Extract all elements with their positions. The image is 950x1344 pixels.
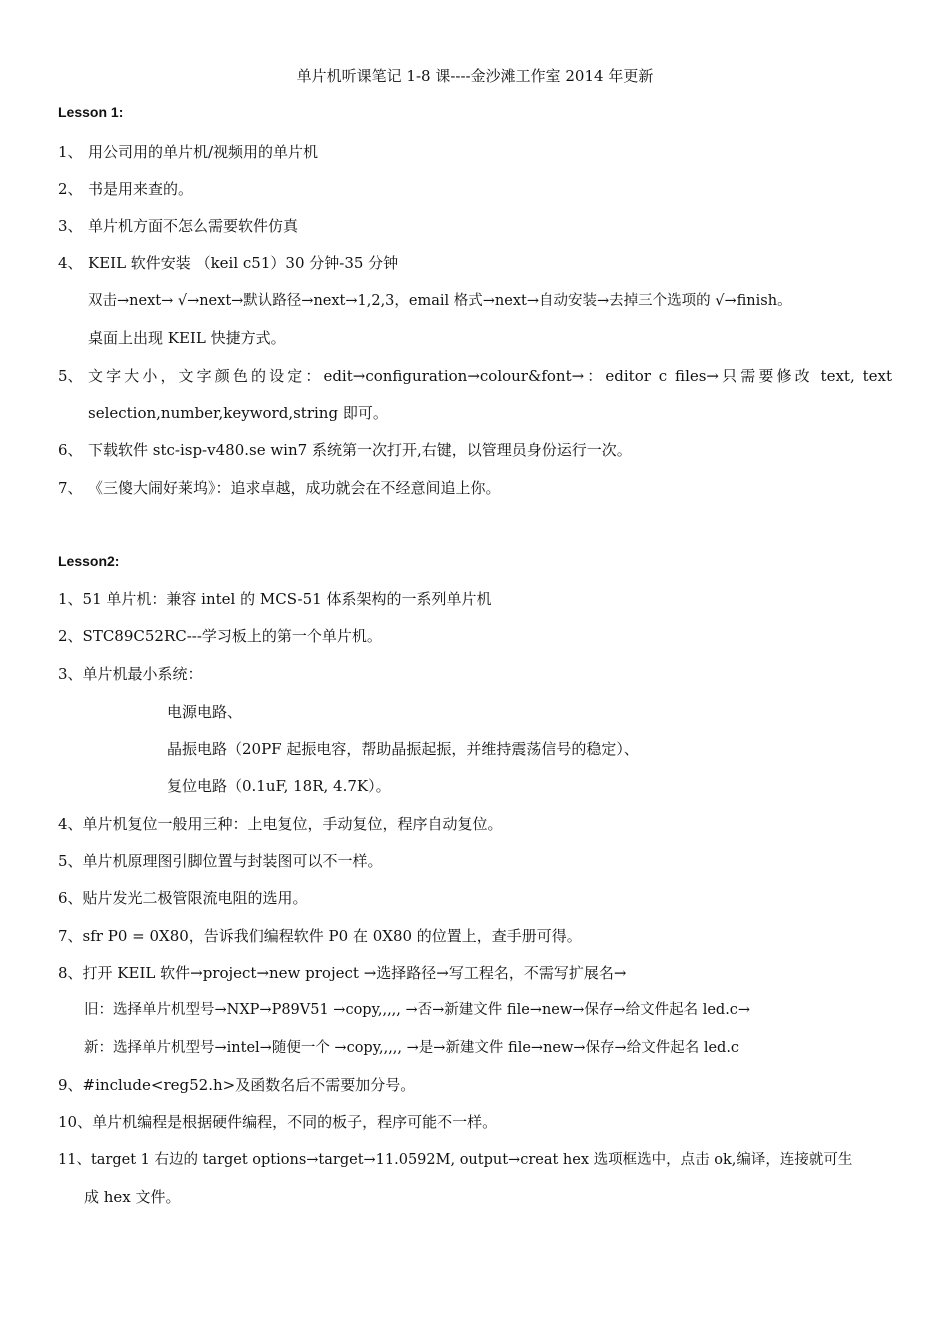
lesson2-item-3-crystal: 晶振电路（20PF 起振电容，帮助晶振起振，并维持震荡信号的稳定）、 (167, 740, 639, 758)
lesson2-item-8: 8、打开 KEIL 软件→project→new project →选择路径→写工程名，不需写扩展名→ (58, 964, 627, 982)
lesson1-heading: Lesson 1: (58, 104, 124, 120)
lesson1-item-6 (58, 438, 632, 462)
item-text: KEIL 软件安装 （keil c51）30 分钟-35 分钟 (88, 254, 399, 272)
lesson1-item-5-line2: selection,number,keyword,string 即可。 (88, 404, 388, 422)
lesson2-item-3-power: 电源电路、 (167, 703, 243, 721)
document-title: 单片机听课笔记 1-8 课----金沙滩工作室 2014 年更新 (296, 67, 654, 85)
lesson2-item-8-old: 旧：选择单片机型号→NXP→P89V51 →copy,,,,, →否→新建文件 file→new→保存→给文件起名 led.c→ (84, 1002, 751, 1018)
lesson1-item-5-line1: 文字大小，文字颜色的设定：edit→configuration→colour&font→：editor c files→只需要修改 text, text (88, 367, 892, 385)
item-text: 下载软件 stc-isp-v480.se win7 系统第一次打开,右键，以管理员身份运行一次。 (88, 441, 632, 459)
item-number: 2、 (58, 180, 83, 198)
item-number: 4、 (58, 254, 83, 272)
item-number: 1、 (58, 143, 83, 161)
lesson2-item-5: 5、单片机原理图引脚位置与封装图可以不一样。 (58, 852, 383, 870)
lesson2-item-10: 10、单片机编程是根据硬件编程，不同的板子，程序可能不一样。 (58, 1113, 498, 1131)
item-text: 书是用来查的。 (88, 180, 194, 198)
lesson1-item-3 (58, 214, 298, 238)
lesson1-item-7 (58, 476, 501, 500)
lesson1-item-1 (58, 140, 318, 164)
lesson2-item-3-reset: 复位电路（0.1uF, 18R, 4.7K）。 (167, 777, 391, 795)
lesson1-item-4-steps: 双击→next→ √→next→默认路径→next→1,2,3，email 格式→next→自动安装→去掉三个选项的 √→finish。 (88, 293, 792, 309)
lesson2-heading: Lesson2: (58, 553, 120, 569)
lesson2-item-9: 9、#include<reg52.h>及函数名后不需要加分号。 (58, 1076, 416, 1094)
lesson1-item-2 (58, 177, 193, 201)
lesson2-item-8-new: 新：选择单片机型号→intel→随便一个 →copy,,,,, →是→新建文件 file→new→保存→给文件起名 led.c (84, 1040, 740, 1056)
lesson2-item-4: 4、单片机复位一般用三种：上电复位，手动复位，程序自动复位。 (58, 815, 503, 833)
lesson1-item-5-number: 5、 (58, 367, 83, 385)
lesson1-item-4-note: 桌面上出现 KEIL 快捷方式。 (88, 329, 286, 347)
lesson2-item-2: 2、STC89C52RC---学习板上的第一个单片机。 (58, 627, 382, 645)
lesson2-item-6: 6、贴片发光二极管限流电阻的选用。 (58, 889, 308, 907)
lesson2-item-3: 3、单片机最小系统： (58, 665, 203, 683)
item-text: 用公司用的单片机/视频用的单片机 (88, 143, 319, 161)
item-number: 3、 (58, 217, 83, 235)
lesson2-item-1: 1、51 单片机：兼容 intel 的 MCS-51 体系架构的一系列单片机 (58, 590, 492, 608)
item-number: 6、 (58, 441, 83, 459)
item-text: 单片机方面不怎么需要软件仿真 (88, 217, 299, 235)
item-text: 《三傻大闹好莱坞》：追求卓越，成功就会在不经意间追上你。 (88, 479, 501, 497)
lesson2-item-7: 7、sfr P0 = 0X80，告诉我们编程软件 P0 在 0X80 的位置上，查手册可得。 (58, 927, 582, 945)
item-number: 7、 (58, 479, 83, 497)
lesson2-item-11-line1: 11、target 1 右边的 target options→target→11.0592M, output→creat hex 选项框选中，点击 ok,编译，连接就可生 (58, 1152, 853, 1168)
lesson2-item-11-line2: 成 hex 文件。 (84, 1188, 181, 1206)
lesson1-item-4 (58, 251, 398, 275)
